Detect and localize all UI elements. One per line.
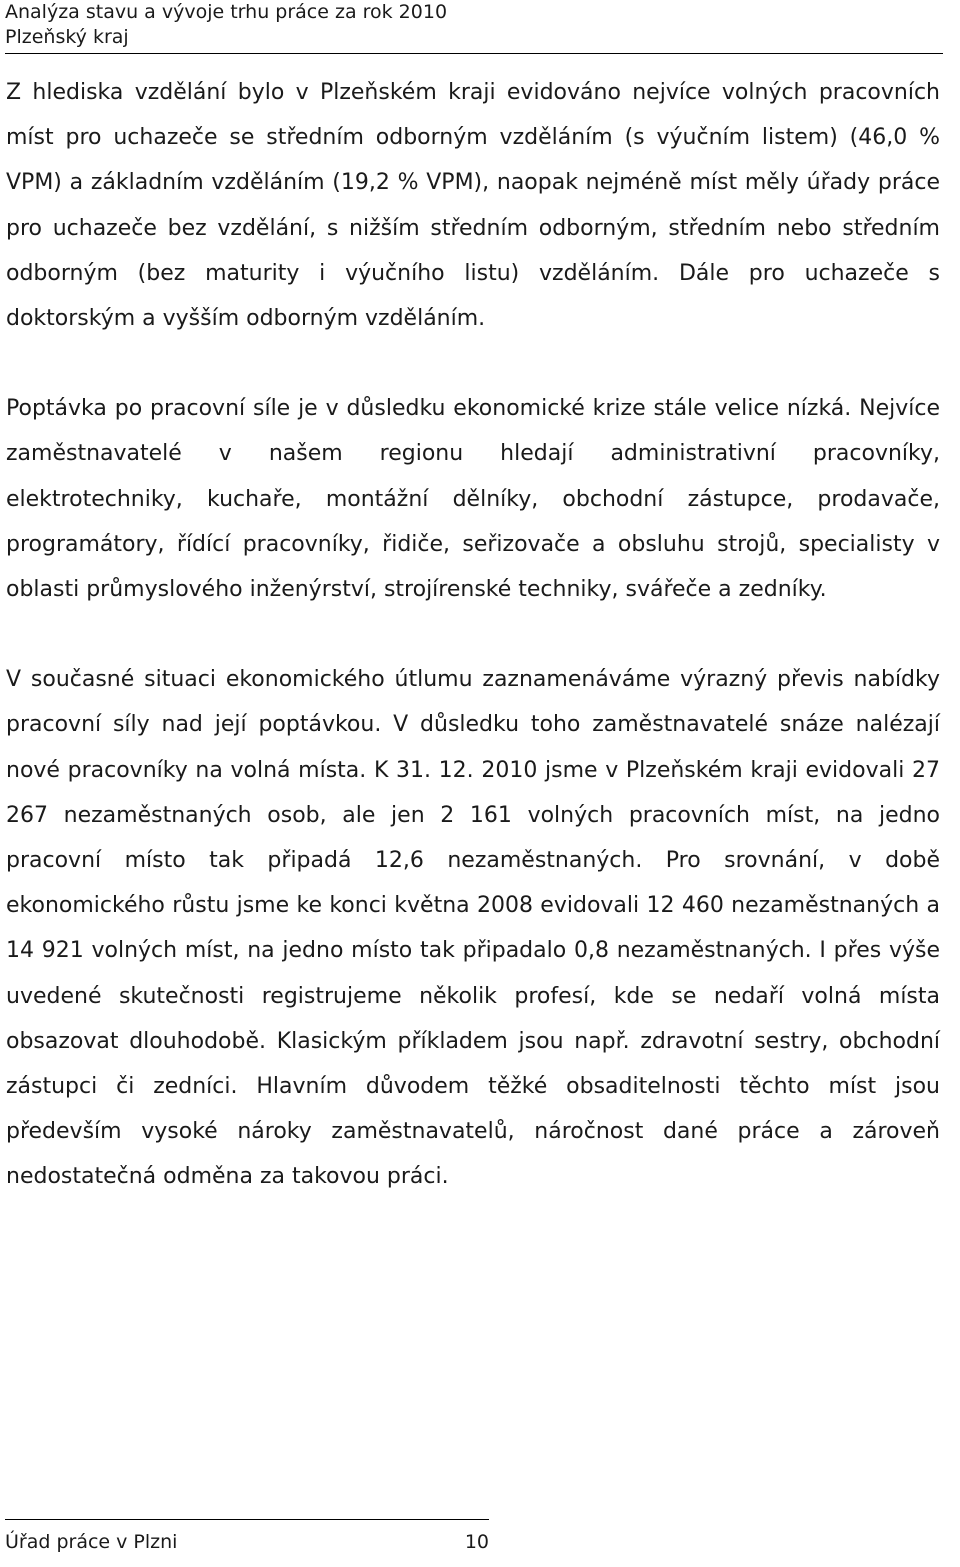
paragraph-labour-demand: Poptávka po pracovní síle je v důsledku ekonomické krize stále velice nízká. Nejvíce zaměstnavatelé v našem regionu hledají administrativní pracovníky, elektrotechniky, kuchaře, montážní dělníky, obchodní zástupce, prodavače, programátory, řídící pracovníky, řidiče, seřizovače a obsluhu strojů, specialisty v oblasti průmyslového inženýrství, strojírenské techniky, svářeče a zedníky. [6,396,940,603]
paragraph-education: Z hlediska vzdělání bylo v Plzeňském kraji evidováno nejvíce volných pracovních míst pro uchazeče se středním odborným vzděláním (s výučním listem) (46,0 % VPM) a základním vzděláním (19,2 % VPM), naopak nejméně míst měly úřady práce pro uchazeče bez vzdělání, s nižším středním odborným, středním nebo středním odborným (bez maturity i výučního listu) vzděláním. Dále pro uchazeče s doktorským a vyšším odborným vzděláním. [6,80,940,332]
region-name: Plzeňský kraj [5,26,129,48]
document-title: Analýza stavu a vývoje trhu práce za rok 2010 [5,1,448,23]
page-number: 10 [464,1531,489,1553]
document-body [6,70,940,1200]
paragraph-economic-situation: V současné situaci ekonomického útlumu zaznamenáváme výrazný převis nabídky pracovní síly nad její poptávkou. V důsledku toho zaměstnavatelé snáze nalézají nové pracovníky na volná místa. K 31. 12. 2010 jsme v Plzeňském kraji evidovali 27 267 nezaměstnaných osob, ale jen 2 161 volných pracovních míst, na jedno pracovní místo tak připadá 12,6 nezaměstnaných. Pro srovnání, v době ekonomického růstu jsme ke konci května 2008 evidovali 12 460 nezaměstnaných a 14 921 volných míst, na jedno místo tak připadalo 0,8 nezaměstnaných. I přes výše uvedené skutečnosti registrujeme několik profesí, kde se nedaří volná místa obsazovat dlouhodobě. Klasickým příkladem jsou např. zdravotní sestry, obchodní zástupci či zedníci. Hlavním důvodem těžké obsaditelnosti těchto míst jsou především vysoké nároky zaměstnavatelů, náročnost dané práce a zároveň nedostatečná odměna za takovou práci. [6,667,940,1190]
page-header [5,0,943,54]
footer-office: Úřad práce v Plzni [5,1531,178,1553]
page-footer [5,1519,489,1555]
